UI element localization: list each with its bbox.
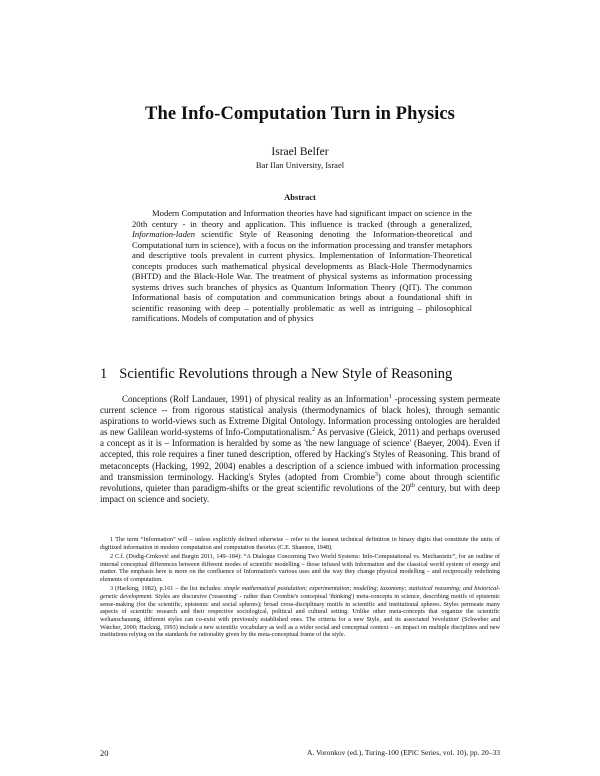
body-text: As pervasive (Gleick, 2011) and perhaps overused a concept as it is – Information is heralded by some as 'the new language of science' (Baeyer, 2004). Even if accepted, this role requires a finer tuned description, offered by Hacking's Styles of Reasoning. This brand of metaconcepts (Hacking, 1992, 2004) enables a description of a science imbued with information processing and transmission terminology. Hacking's Styles (adopted from Crombie [100,427,500,482]
section-body [100,394,500,505]
footnote-1: 1 The term “Information” will – unless explicitly defined otherwise – refer to the leanest technical definition in binary digits that constitute the units of digitized information in modern computation and computation theories (C.E. Shannon, 1948). [100,536,500,551]
footnote-2: 2 C.f. (Dodig-Crnković and Burgin 2011, 149–184): “A Dialogue Concerning Two World Systems: Info-Computational vs. Mechanistic”, for an outline of internal conceptual differences between different modes of scientific modelling – those infused with Information and the classical world system of energy and matter. The emphasis here is more on the confluence of Information's various uses and the way they change physical modelling – and reciprocally redefining elements of computation. [100,552,500,584]
footnote-ref-1[interactable]: 1 [388,394,392,400]
author-affiliation: Bar Ilan University, Israel [255,160,345,170]
page-number: 20 [100,748,109,758]
footnote-ref-3[interactable]: 3 [374,471,378,478]
footnote-text: 3 (Hacking, 1982), p.161 – the list includes: [110,585,224,593]
abstract-text: Modern Computation and Information theories have had significant impact on science in the 20th century - in theory and application. This influence is tracked (through a generalized, [132,208,472,229]
author-name: Israel Belfer [271,146,329,158]
body-text: ) come about through scientific revolutions, quieter than paradigm-shifts or the great scientific revolutions of the 20 [100,471,501,493]
paper-title: The Info-Computation Turn in Physics [145,104,455,124]
footnote-ref-2[interactable]: 2 [312,427,316,434]
footnote-3 [100,585,500,639]
section-heading [100,366,452,383]
abstract-body [132,208,472,324]
footnote-text: Styles are discursive ('reasoning' - rather than Crombie's conceptual 'thinking') meta-concepts in science, describing motifs of epistemic sense-making (for the scientific, epistemic and social spheres); broad cross-disciplinary motifs in scientific and institutional spheres. Styles permeate many aspects of scientific research and their respective sociological, political and cultural setting. Unlike other meta-concepts that organize the scientific weltanschauung, different styles can co-exist with previously established ones. The criteria for a new Style, and its associated 'revolution' (Schweber and Watcher, 2000; Hacking, 1993) include a new scientific vocabulary as well as a wider social and conceptual context – an impact on multiple disciplines and new institutions relying on the standards for rationality given by the meta-conceptual frame of the style. [100,592,500,639]
body-text: -processing system permeate current science -- from rigorous statistical analysis (thermodynamics of black holes), through semantic aspirations to world-views such as Extreme Digital Ontology. Information processing ontologies are heralded as new Galilean world-systems of Info-Computationalism. [100,394,500,438]
section-number: 1 [100,366,108,382]
section-title: Scientific Revolutions through a New Style of Reasoning [119,366,453,382]
footnotes [100,536,500,641]
footer-citation: A. Voronkov (ed.), Turing-100 (EPiC Series, vol. 10), pp. 20–33 [306,748,500,757]
body-text: Conceptions (Rolf Landauer, 1991) of physical reality as an Information [122,394,389,404]
body-text: century, but with deep impact on science and society. [100,482,500,504]
abstract-emphasis: Information-laden [132,229,196,239]
footnote-emphasis: simple mathematical postulation; experimentation; modeling; taxonomy; statistical reasoning; and historical-genetic development. [100,585,501,600]
ordinal-suffix: th [410,482,415,489]
abstract-heading: Abstract [284,192,316,202]
abstract-text: scientific Style of Reasoning denoting the Information-theoretical and Computational turn in science), with a focus on the information processing and transfer metaphors and descriptive tools prevalent in current physics. Implementation of Information-Theoretical concepts produces such mathematical physical developments as Black-Hole Thermodynamics (BHTD) and the Black-Hole War. The treatment of physical systems as information processing systems drives such branches of physics as Quantum Information Theory (QIT). The common Informational basis of computation and communication brings about a foundational shift in scientific reasoning with deep – potentially problematic as well as intriguing – philosophical ramifications. Models of computation and of physics [132,229,472,323]
